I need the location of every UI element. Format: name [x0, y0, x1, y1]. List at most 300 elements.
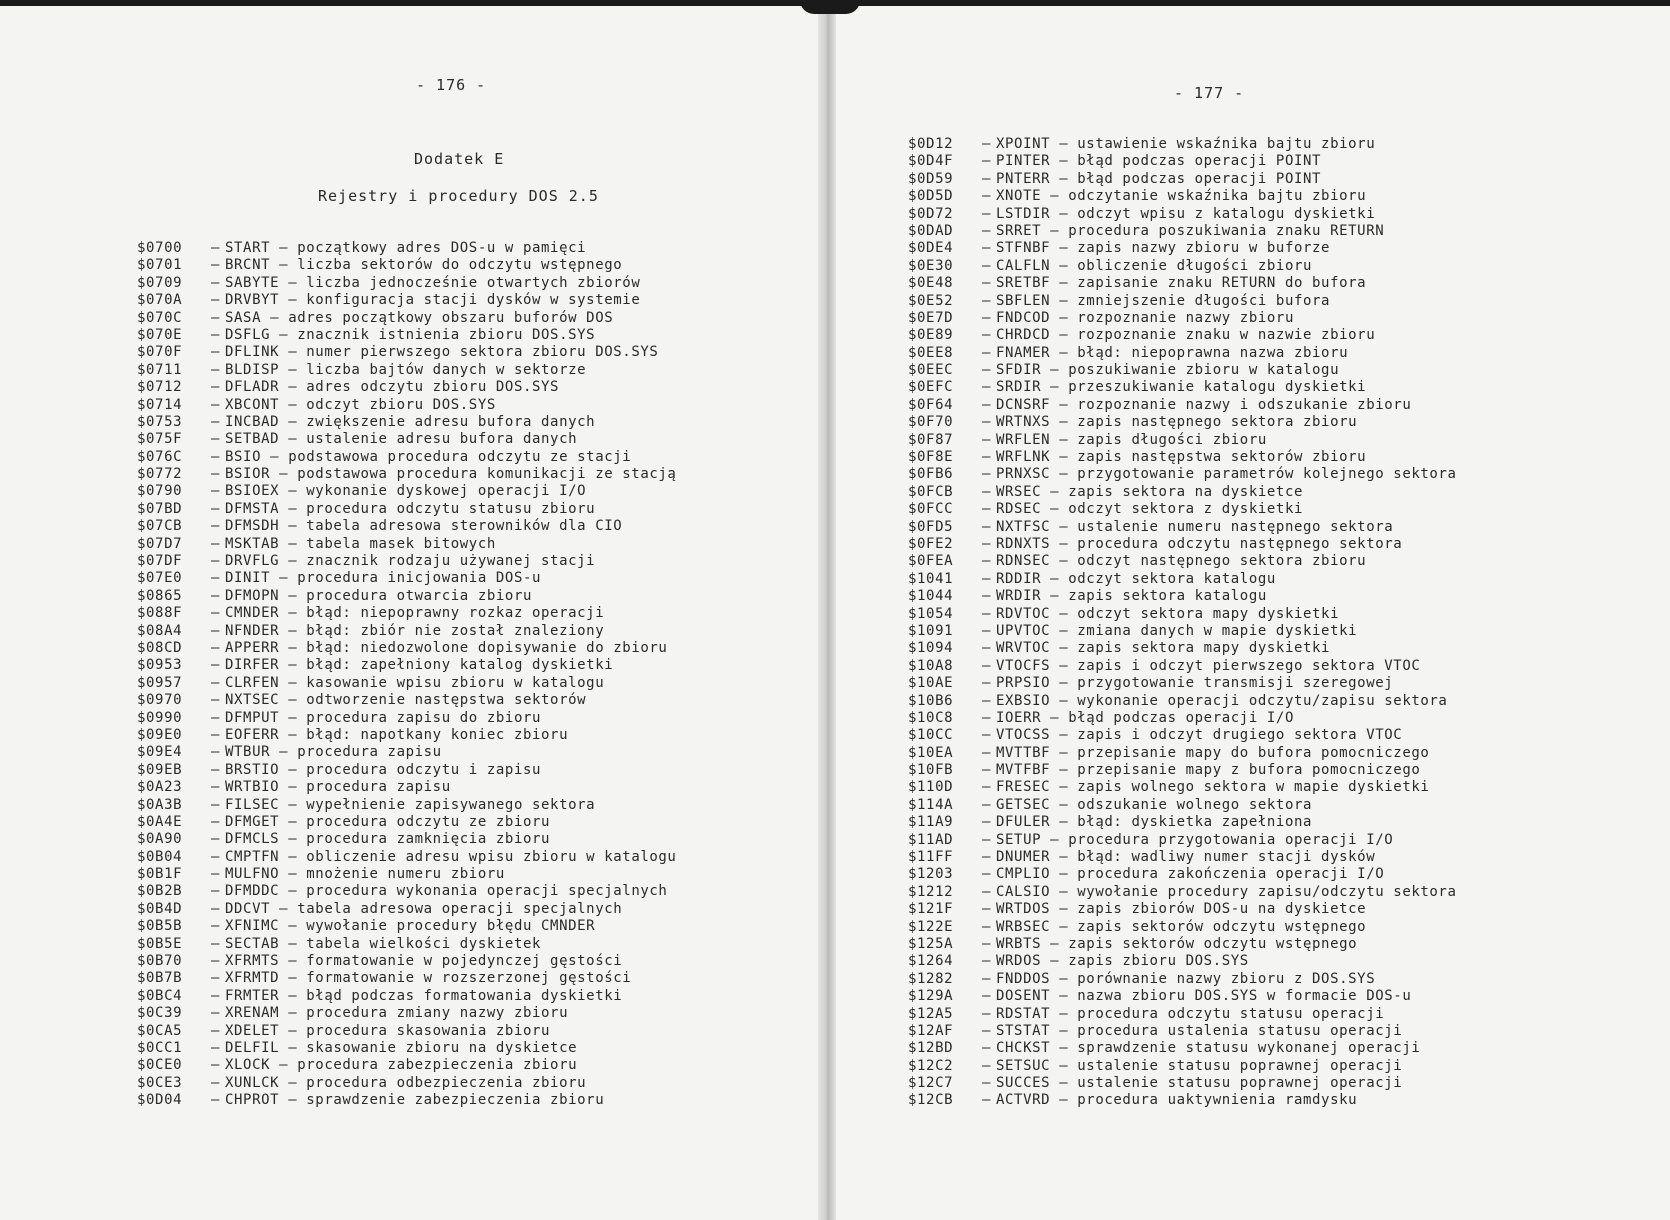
- entry-description: wywołanie procedury zapisu/odczytu sektora: [1077, 883, 1457, 900]
- register-entry: [908, 1092, 1457, 1109]
- entry-separator: –: [211, 500, 221, 517]
- entry-address: $0CC1: [137, 1039, 183, 1056]
- entry-address: $076C: [137, 448, 183, 465]
- register-entry: [137, 344, 676, 361]
- entry-name: XUNLCK: [225, 1074, 280, 1091]
- entry-separator: –: [1041, 501, 1069, 518]
- entry-description: procedura zabezpieczenia zbioru: [297, 1057, 578, 1074]
- register-entry: [908, 501, 1457, 518]
- entry-separator: –: [982, 831, 992, 848]
- entry-name: XRENAM: [225, 1005, 280, 1022]
- entry-separator: –: [982, 622, 992, 639]
- entry-separator: –: [279, 396, 307, 413]
- entry-address: $11FF: [908, 849, 954, 866]
- entry-separator: –: [211, 240, 221, 256]
- entry-separator: –: [279, 587, 307, 604]
- entry-separator: –: [1050, 762, 1078, 779]
- entry-address: $125A: [908, 935, 954, 952]
- entry-name: FNDCOD: [996, 309, 1051, 326]
- entry-description: przygotowanie parametrów kolejnego sektora: [1077, 466, 1457, 483]
- page-number: - 176 -: [416, 76, 487, 94]
- register-entry: [137, 1057, 676, 1074]
- entry-address: $0A4E: [137, 813, 183, 830]
- entry-address: $07BD: [137, 500, 183, 517]
- right-page: [836, 0, 1670, 1220]
- entry-description: rozpoznanie nazwy i odszukanie zbioru: [1077, 396, 1412, 413]
- entry-separator: –: [270, 744, 298, 761]
- register-entry: [137, 292, 676, 309]
- entry-separator: –: [982, 275, 992, 292]
- entry-description: zapis sektora katalogu: [1068, 588, 1267, 605]
- entry-name: DFMDDC: [225, 883, 280, 900]
- entry-address: $129A: [908, 988, 954, 1005]
- entry-address: $0FE2: [908, 535, 954, 552]
- entry-description: odczyt zbioru DOS.SYS: [306, 396, 496, 413]
- entry-address: $0EFC: [908, 379, 954, 396]
- register-entry: [137, 901, 676, 918]
- entry-address: $07DF: [137, 553, 183, 570]
- entry-separator: –: [982, 501, 992, 518]
- entry-separator: –: [270, 240, 298, 256]
- entry-separator: –: [279, 987, 307, 1004]
- entry-separator: –: [279, 883, 307, 900]
- entry-name: FNDDOS: [996, 970, 1051, 987]
- entry-separator: –: [1050, 727, 1078, 744]
- entry-separator: –: [279, 692, 307, 709]
- entry-description: zapis wolnego sektora w mapie dyskietki: [1077, 779, 1430, 796]
- register-entry: [137, 518, 676, 535]
- entry-description: tabela masek bitowych: [306, 535, 496, 552]
- entry-name: EXBSIO: [996, 692, 1051, 709]
- register-entry: [137, 710, 676, 727]
- entry-name: RDSTAT: [996, 1005, 1051, 1022]
- entry-separator: –: [279, 657, 307, 674]
- entry-address: $1091: [908, 622, 954, 639]
- register-entry: [137, 623, 676, 640]
- entry-description: procedura odczytu następnego sektora: [1077, 535, 1403, 552]
- entry-description: mnożenie numeru zbioru: [306, 866, 505, 883]
- entry-description: zapisanie znaku RETURN do bufora: [1077, 275, 1367, 292]
- entry-separator: –: [982, 483, 992, 500]
- entry-name: DFULER: [996, 814, 1051, 831]
- entry-description: skasowanie zbioru na dyskietce: [306, 1039, 578, 1056]
- entry-description: błąd: niedozwolone dopisywanie do zbioru: [306, 639, 668, 656]
- entry-address: $0F8E: [908, 449, 954, 466]
- entry-address: $1264: [908, 953, 954, 970]
- register-entry: [137, 953, 676, 970]
- entry-description: procedura zapisu do zbioru: [306, 709, 542, 726]
- entry-separator: –: [211, 448, 221, 465]
- entry-address: $12BD: [908, 1040, 954, 1057]
- entry-separator: –: [1050, 622, 1078, 639]
- entry-address: $122E: [908, 918, 954, 935]
- entry-separator: –: [982, 570, 992, 587]
- entry-separator: –: [982, 814, 992, 831]
- entry-address: $0F87: [908, 431, 954, 448]
- entry-address: $10EA: [908, 744, 954, 761]
- register-entry: [137, 657, 676, 674]
- register-entry: [137, 570, 676, 587]
- entry-address: $070C: [137, 309, 183, 326]
- entry-name: DFMOPN: [225, 587, 280, 604]
- entry-separator: –: [279, 535, 307, 552]
- entry-description: ustalenie adresu bufora danych: [306, 431, 578, 448]
- entry-address: $1054: [908, 605, 954, 622]
- entry-address: $0FD5: [908, 518, 954, 535]
- register-entry: [908, 223, 1457, 240]
- entry-description: wykonanie dyskowej operacji I/O: [306, 483, 587, 500]
- register-entry: [137, 553, 676, 570]
- entry-separator: –: [982, 205, 992, 222]
- entry-separator: –: [211, 674, 221, 691]
- entry-separator: –: [982, 675, 992, 692]
- entry-description: podstawowa procedura odczytu ze stacji: [288, 448, 632, 465]
- register-entry: [137, 1092, 676, 1109]
- entry-separator: –: [279, 500, 307, 517]
- entry-name: IOERR: [996, 709, 1042, 726]
- entry-separator: –: [211, 1092, 221, 1109]
- entry-separator: –: [211, 726, 221, 743]
- entry-separator: –: [982, 1022, 992, 1039]
- entry-address: $0714: [137, 396, 183, 413]
- entry-separator: –: [982, 136, 992, 152]
- entry-name: XNOTE: [996, 188, 1042, 205]
- register-entry: [908, 971, 1457, 988]
- entry-description: błąd podczas operacji POINT: [1077, 170, 1322, 187]
- entry-separator: –: [211, 709, 221, 726]
- entry-name: DRVFLG: [225, 553, 280, 570]
- entry-address: $0E52: [908, 292, 954, 309]
- entry-address: $0865: [137, 587, 183, 604]
- entry-name: WRSEC: [996, 483, 1042, 500]
- entry-name: WRBTS: [996, 935, 1042, 952]
- entry-separator: –: [982, 953, 992, 970]
- entry-separator: –: [982, 692, 992, 709]
- entry-description: sprawdzenie zabezpieczenia zbioru: [306, 1092, 605, 1109]
- entry-address: $07CB: [137, 518, 183, 535]
- entry-description: procedura ustalenia statusu operacji: [1077, 1022, 1403, 1039]
- register-entry: [908, 588, 1457, 605]
- entry-address: $0D72: [908, 205, 954, 222]
- entry-name: EOFERR: [225, 726, 280, 743]
- entry-name: DFMSTA: [225, 500, 280, 517]
- register-entry: [137, 1005, 676, 1022]
- entry-separator: –: [982, 222, 992, 239]
- entry-separator: –: [982, 605, 992, 622]
- entry-name: DFLADR: [225, 379, 280, 396]
- register-entry: [908, 779, 1457, 796]
- register-entry: [908, 136, 1457, 153]
- entry-description: ustawienie wskaźnika bajtu zbioru: [1077, 136, 1376, 152]
- register-entry: [137, 466, 676, 483]
- entry-separator: –: [279, 518, 307, 535]
- entry-name: VTOCFS: [996, 657, 1051, 674]
- entry-address: $0A3B: [137, 796, 183, 813]
- entry-separator: –: [279, 709, 307, 726]
- entry-separator: –: [211, 831, 221, 848]
- entry-name: INCBAD: [225, 413, 280, 430]
- entry-address: $070F: [137, 344, 183, 361]
- entry-separator: –: [1050, 553, 1078, 570]
- register-list: [908, 136, 1457, 1110]
- entry-description: procedura poszukiwania znaku RETURN: [1068, 222, 1385, 239]
- entry-separator: –: [1050, 344, 1078, 361]
- register-entry: [908, 606, 1457, 623]
- entry-separator: –: [982, 362, 992, 379]
- entry-separator: –: [1050, 309, 1078, 326]
- entry-description: zapis i odczyt drugiego sektora VTOC: [1077, 727, 1403, 744]
- register-entry: [137, 275, 676, 292]
- register-entry: [908, 171, 1457, 188]
- entry-description: odtworzenie następstwa sektorów: [306, 692, 587, 709]
- register-entry: [908, 1075, 1457, 1092]
- entry-address: $0CE0: [137, 1057, 183, 1074]
- entry-name: FILSEC: [225, 796, 280, 813]
- entry-address: $1044: [908, 588, 954, 605]
- register-entry: [908, 884, 1457, 901]
- entry-name: STSTAT: [996, 1022, 1051, 1039]
- register-entry: [908, 362, 1457, 379]
- entry-separator: –: [1050, 153, 1078, 170]
- entry-name: WRDOS: [996, 953, 1042, 970]
- entry-address: $1212: [908, 883, 954, 900]
- entry-separator: –: [279, 361, 307, 378]
- entry-separator: –: [211, 292, 221, 309]
- entry-separator: –: [982, 327, 992, 344]
- entry-address: $1094: [908, 640, 954, 657]
- entry-description: procedura odczytu statusu operacji: [1077, 1005, 1385, 1022]
- entry-name: BRSTIO: [225, 761, 280, 778]
- entry-address: $0A90: [137, 831, 183, 848]
- entry-name: SRRET: [996, 222, 1042, 239]
- entry-separator: –: [261, 309, 289, 326]
- entry-separator: –: [279, 796, 307, 813]
- entry-description: błąd: zapełniony katalog dyskietki: [306, 657, 614, 674]
- entry-name: GETSEC: [996, 796, 1051, 813]
- entry-description: znacznik istnienia zbioru DOS.SYS: [297, 326, 596, 343]
- entry-description: zapis zbioru DOS.SYS: [1068, 953, 1249, 970]
- entry-separator: –: [1050, 744, 1078, 761]
- entry-address: $09E0: [137, 726, 183, 743]
- entry-separator: –: [982, 918, 992, 935]
- register-entry: [137, 605, 676, 622]
- entry-address: $0E89: [908, 327, 954, 344]
- entry-separator: –: [982, 1057, 992, 1074]
- entry-address: $07D7: [137, 535, 183, 552]
- entry-separator: –: [1050, 779, 1078, 796]
- entry-separator: –: [279, 1022, 307, 1039]
- entry-description: adres początkowy obszaru buforów DOS: [288, 309, 614, 326]
- register-entry: [137, 988, 676, 1005]
- entry-separator: –: [279, 935, 307, 952]
- entry-description: procedura inicjowania DOS-u: [297, 570, 542, 587]
- entry-name: ACTVRD: [996, 1092, 1051, 1109]
- entry-description: zapis sektora mapy dyskietki: [1077, 640, 1331, 657]
- register-entry: [908, 849, 1457, 866]
- register-entry: [137, 883, 676, 900]
- entry-description: odczyt sektora mapy dyskietki: [1077, 605, 1340, 622]
- entry-description: porównanie nazwy zbioru z DOS.SYS: [1077, 970, 1376, 987]
- entry-separator: –: [1050, 466, 1078, 483]
- register-entry: [908, 814, 1457, 831]
- entry-description: liczba bajtów danych w sektorze: [306, 361, 587, 378]
- entry-name: WRVTOC: [996, 640, 1051, 657]
- entry-separator: –: [1050, 988, 1078, 1005]
- entry-separator: –: [211, 361, 221, 378]
- entry-description: odczyt sektora katalogu: [1068, 570, 1276, 587]
- entry-separator: –: [982, 883, 992, 900]
- entry-separator: –: [1050, 1022, 1078, 1039]
- entry-name: SUCCES: [996, 1075, 1051, 1092]
- entry-separator: –: [1050, 918, 1078, 935]
- entry-description: numer pierwszego sektora zbioru DOS.SYS: [306, 344, 659, 361]
- register-entry: [137, 640, 676, 657]
- entry-address: $0E30: [908, 257, 954, 274]
- entry-separator: –: [279, 1005, 307, 1022]
- entry-description: procedura zapisu: [297, 744, 442, 761]
- register-entry: [137, 918, 676, 935]
- entry-address: $0772: [137, 466, 183, 483]
- entry-address: $0B04: [137, 848, 183, 865]
- entry-address: $0D12: [908, 136, 954, 152]
- entry-separator: –: [1050, 431, 1078, 448]
- entry-separator: –: [211, 309, 221, 326]
- entry-name: LSTDIR: [996, 205, 1051, 222]
- entry-address: $0E7D: [908, 309, 954, 326]
- entry-address: $0953: [137, 657, 183, 674]
- entry-name: SETBAD: [225, 431, 280, 448]
- entry-name: XPOINT: [996, 136, 1051, 152]
- entry-name: XDELET: [225, 1022, 280, 1039]
- entry-separator: –: [982, 379, 992, 396]
- entry-separator: –: [982, 153, 992, 170]
- register-entry: [908, 484, 1457, 501]
- entry-name: VTOCSS: [996, 727, 1051, 744]
- entry-name: MVTFBF: [996, 762, 1051, 779]
- entry-separator: –: [1050, 518, 1078, 535]
- entry-description: procedura zamknięcia zbioru: [306, 831, 551, 848]
- entry-separator: –: [270, 900, 298, 917]
- entry-description: nazwa zbioru DOS.SYS w formacie DOS-u: [1077, 988, 1412, 1005]
- register-entry: [137, 536, 676, 553]
- entry-separator: –: [211, 918, 221, 935]
- entry-name: DELFIL: [225, 1039, 280, 1056]
- register-entry: [908, 466, 1457, 483]
- entry-description: zapis nazwy zbioru w buforze: [1077, 240, 1331, 257]
- entry-separator: –: [211, 518, 221, 535]
- entry-address: $0E48: [908, 275, 954, 292]
- entry-separator: –: [982, 257, 992, 274]
- register-entry: [908, 188, 1457, 205]
- entry-name: DCNSRF: [996, 396, 1051, 413]
- entry-name: DOSENT: [996, 988, 1051, 1005]
- entry-separator: –: [982, 431, 992, 448]
- entry-separator: –: [279, 1074, 307, 1091]
- entry-name: SETSUC: [996, 1057, 1051, 1074]
- entry-description: odczyt następnego sektora zbioru: [1077, 553, 1367, 570]
- register-list: [137, 240, 676, 1110]
- entry-description: adres odczytu zbioru DOS.SYS: [306, 379, 560, 396]
- entry-separator: –: [1050, 1005, 1078, 1022]
- entry-separator: –: [279, 1092, 307, 1109]
- entry-separator: –: [279, 431, 307, 448]
- entry-separator: –: [211, 553, 221, 570]
- register-entry: [908, 762, 1457, 779]
- entry-address: $10C8: [908, 709, 954, 726]
- register-entry: [137, 1023, 676, 1040]
- entry-name: FNAMER: [996, 344, 1051, 361]
- entry-separator: –: [1041, 953, 1069, 970]
- entry-description: zmniejszenie długości bufora: [1077, 292, 1331, 309]
- entry-description: sprawdzenie statusu wykonanej operacji: [1077, 1040, 1421, 1057]
- entry-address: $0D59: [908, 170, 954, 187]
- entry-separator: –: [1041, 188, 1069, 205]
- entry-address: $10A8: [908, 657, 954, 674]
- entry-address: $1041: [908, 570, 954, 587]
- register-entry: [137, 814, 676, 831]
- entry-address: $0B1F: [137, 866, 183, 883]
- entry-description: przygotowanie transmisji szeregowej: [1077, 675, 1394, 692]
- register-entry: [137, 501, 676, 518]
- entry-name: PRPSIO: [996, 675, 1051, 692]
- entry-description: wywołanie procedury błędu CMNDER: [306, 918, 596, 935]
- entry-name: CHPROT: [225, 1092, 280, 1109]
- entry-name: DRVBYT: [225, 292, 280, 309]
- entry-separator: –: [279, 779, 307, 796]
- entry-name: WRTDOS: [996, 901, 1051, 918]
- entry-description: błąd podczas operacji POINT: [1077, 153, 1322, 170]
- entry-name: SECTAB: [225, 935, 280, 952]
- entry-address: $0D4F: [908, 153, 954, 170]
- entry-description: zwiększenie adresu bufora danych: [306, 413, 596, 430]
- entry-address: $0709: [137, 274, 183, 291]
- entry-description: poszukiwanie zbioru w katalogu: [1068, 362, 1340, 379]
- entry-separator: –: [211, 396, 221, 413]
- entry-separator: –: [982, 709, 992, 726]
- entry-separator: –: [211, 779, 221, 796]
- entry-name: WRDIR: [996, 588, 1042, 605]
- entry-separator: –: [270, 326, 298, 343]
- entry-address: $11A9: [908, 814, 954, 831]
- page-number: - 177 -: [1174, 84, 1245, 102]
- entry-description: procedura zakończenia operacji I/O: [1077, 866, 1385, 883]
- entry-name: CMPLIO: [996, 866, 1051, 883]
- entry-separator: –: [211, 466, 221, 483]
- entry-separator: –: [1050, 866, 1078, 883]
- register-entry: [137, 936, 676, 953]
- entry-name: WTBUR: [225, 744, 271, 761]
- entry-separator: –: [982, 970, 992, 987]
- entry-separator: –: [211, 900, 221, 917]
- entry-address: $0CA5: [137, 1022, 183, 1039]
- entry-separator: –: [1050, 136, 1078, 152]
- entry-description: liczba jednocześnie otwartych zbiorów: [306, 274, 641, 291]
- entry-address: $10FB: [908, 762, 954, 779]
- entry-name: SABYTE: [225, 274, 280, 291]
- entry-name: BRCNT: [225, 257, 271, 274]
- entry-name: CALSIO: [996, 883, 1051, 900]
- register-entry: [908, 936, 1457, 953]
- entry-separator: –: [1050, 605, 1078, 622]
- entry-separator: –: [270, 466, 298, 483]
- register-entry: [908, 449, 1457, 466]
- entry-separator: –: [1050, 640, 1078, 657]
- register-entry: [908, 206, 1457, 223]
- entry-description: liczba sektorów do odczytu wstępnego: [297, 257, 623, 274]
- entry-separator: –: [211, 796, 221, 813]
- entry-separator: –: [982, 292, 992, 309]
- entry-description: przeszukiwanie katalogu dyskietki: [1068, 379, 1367, 396]
